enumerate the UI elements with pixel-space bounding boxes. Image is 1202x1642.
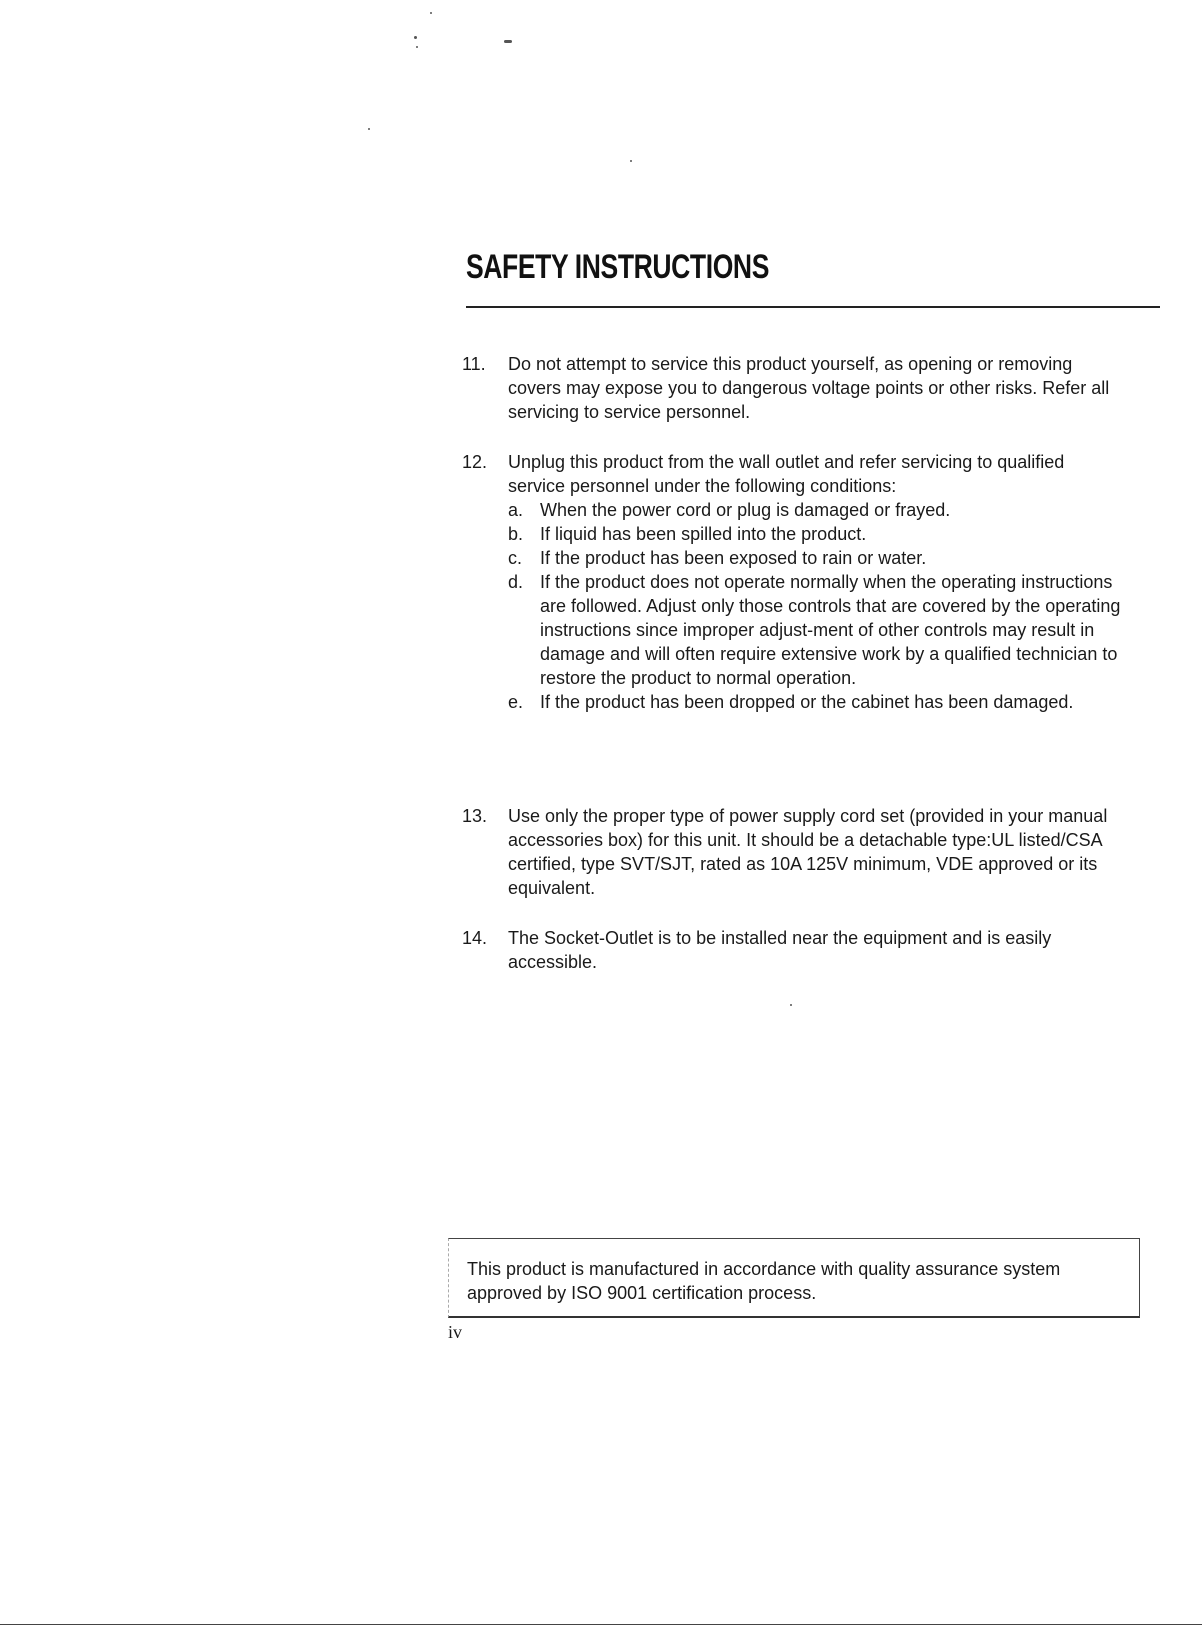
scan-speck [368,128,370,130]
scan-speck [630,160,632,162]
scan-speck [414,36,417,39]
page-number: iv [448,1322,463,1342]
item-text: Use only the proper type of power supply cord set (provided in your manual accessories box) for this unit. It should be a detachable type:UL listed/CSA certified, type SVT/SJT, rated as 10A 125V minimum, VDE approved or its equivalent. [508,806,1108,898]
scan-speck [790,1004,792,1006]
sub-item-letter: d. [508,572,524,592]
item-number: 12. [462,452,488,472]
scan-speck [504,40,512,43]
sub-item-b [508,522,1122,546]
scan-speck [416,46,418,48]
item-number: 11. [462,354,486,374]
safety-item-11 [462,352,1122,424]
sub-item-text: When the power cord or plug is damaged or frayed. [540,500,951,520]
sub-item-letter: c. [508,548,523,568]
sub-item-letter: b. [508,524,524,544]
sub-item-a [508,498,1122,522]
safety-item-13 [462,804,1122,900]
item-text: Unplug this product from the wall outlet and refer servicing to qualified service personnel under the following conditions: [508,452,1065,496]
sub-item-text: If the product does not operate normally when the operating instructions are followed. Adjust only those controls that are covered by the operating instructions since improper adjust-ment of other controls may result in damage and will often require extensive work by a qualified technician to restore the product to normal operation. [540,572,1121,688]
sub-item-text: If liquid has been spilled into the product. [540,524,867,544]
sub-item-text: If the product has been exposed to rain or water. [540,548,927,568]
sub-item-text: If the product has been dropped or the cabinet has been damaged. [540,692,1074,712]
sub-item-e [508,690,1122,714]
item-text: The Socket-Outlet is to be installed near the equipment and is easily accessible. [508,928,1052,972]
sub-item-c [508,546,1122,570]
item-number: 14. [462,928,488,948]
item-number: 13. [462,806,488,826]
page-title: SAFETY INSTRUCTIONS [466,248,770,286]
item-text: Do not attempt to service this product yourself, as opening or removing covers may expose you to dangerous voltage points or other risks. Refer all servicing to service personnel. [508,354,1110,422]
iso-notice-text: This product is manufactured in accordance with quality assurance system approved by ISO 9001 certification process. [467,1259,1061,1303]
sub-item-letter: e. [508,692,524,712]
sub-item-letter: a. [508,500,524,520]
safety-item-14 [462,926,1122,974]
scan-speck [430,12,432,14]
sub-item-d [508,570,1122,690]
title-divider [466,306,1160,308]
scan-edge-line [0,1624,1202,1625]
iso-notice-box [448,1238,1140,1318]
safety-item-12 [462,450,1122,714]
